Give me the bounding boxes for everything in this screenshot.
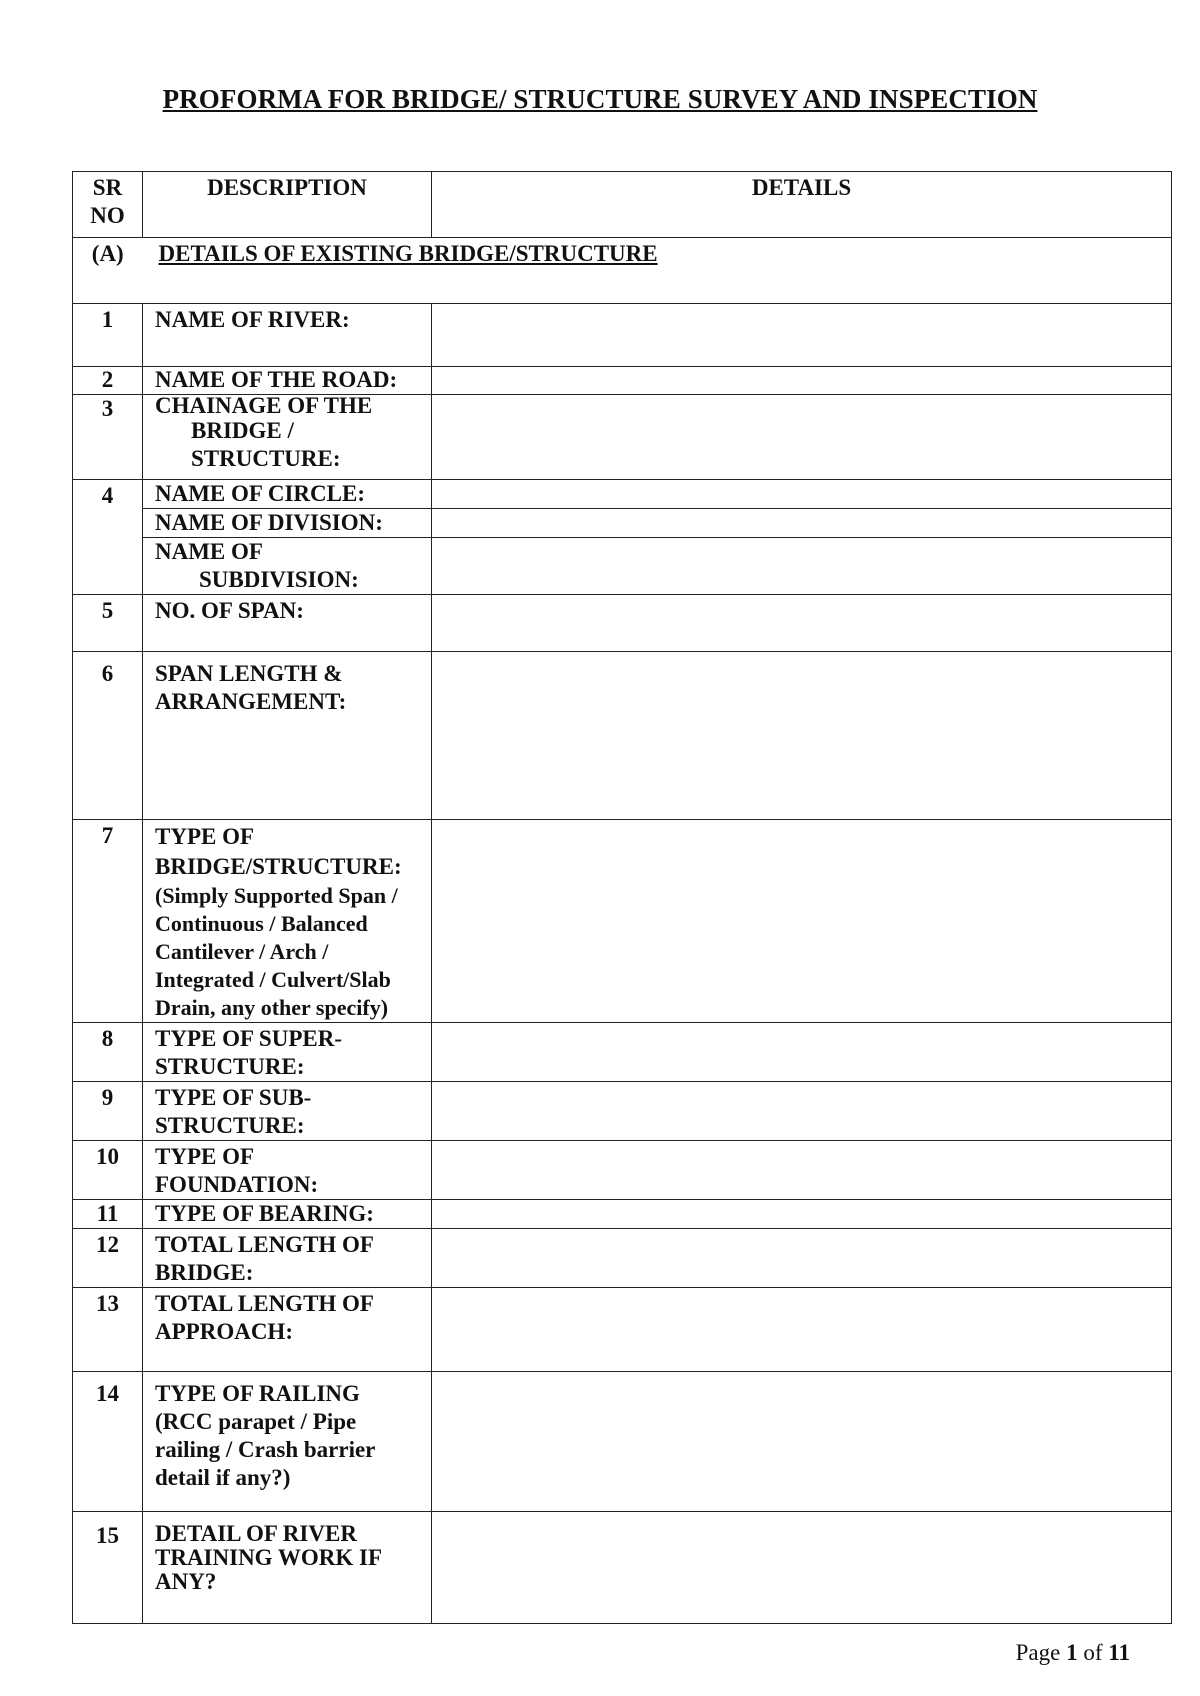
row-number: 6 xyxy=(73,652,143,820)
chainage-label-line1: CHAINAGE OF THE xyxy=(155,393,373,418)
table-row xyxy=(73,480,1172,509)
row-number: 4 xyxy=(73,480,143,595)
row-label-subdivision xyxy=(143,538,432,595)
table-row xyxy=(73,395,1172,480)
row-number: 9 xyxy=(73,1082,143,1141)
subdivision-label-line2: SUBDIVISION: xyxy=(199,567,359,592)
row-label-foundation: TYPE OF FOUNDATION: xyxy=(143,1141,432,1200)
chainage-label-line2: BRIDGE / xyxy=(191,418,294,443)
details-railing-field[interactable] xyxy=(432,1372,1172,1512)
row-number: 12 xyxy=(73,1229,143,1288)
table-row xyxy=(73,595,1172,652)
section-a-title xyxy=(143,238,1172,304)
section-a-number: (A) xyxy=(73,238,143,304)
details-substructure-field[interactable] xyxy=(432,1082,1172,1141)
row-label-river: NAME OF RIVER: xyxy=(143,304,432,367)
details-bearing-field[interactable] xyxy=(432,1200,1172,1229)
row-number: 2 xyxy=(73,367,143,395)
page-word: Page xyxy=(1015,1640,1061,1665)
details-road-field[interactable] xyxy=(432,367,1172,395)
current-page: 1 xyxy=(1066,1640,1078,1665)
row-label-circle: NAME OF CIRCLE: xyxy=(143,480,432,509)
row-label-span-length: SPAN LENGTH & ARRANGEMENT: xyxy=(143,652,432,820)
subdivision-label-line1: NAME OF xyxy=(155,539,263,564)
row-label-river-training: DETAIL OF RIVER TRAINING WORK IF ANY? xyxy=(143,1512,432,1624)
bridge-type-label-line1: TYPE OF xyxy=(155,824,255,849)
row-label-chainage xyxy=(143,395,432,480)
details-approach-length-field[interactable] xyxy=(432,1288,1172,1372)
row-number: 11 xyxy=(73,1200,143,1229)
table-header-row xyxy=(73,172,1172,238)
row-label-bridge-length: TOTAL LENGTH OF BRIDGE: xyxy=(143,1229,432,1288)
row-number: 13 xyxy=(73,1288,143,1372)
details-river-training-field[interactable] xyxy=(432,1512,1172,1624)
form-title: PROFORMA FOR BRIDGE/ STRUCTURE SURVEY AND INSPECTION xyxy=(162,84,1038,114)
details-foundation-field[interactable] xyxy=(432,1141,1172,1200)
row-label-division: NAME OF DIVISION: xyxy=(143,509,432,538)
row-label-span-count: NO. OF SPAN: xyxy=(143,595,432,652)
row-number: 10 xyxy=(73,1141,143,1200)
row-label-road: NAME OF THE ROAD: xyxy=(143,367,432,395)
bridge-type-label-line2: BRIDGE/STRUCTURE: xyxy=(155,854,402,879)
header-details: DETAILS xyxy=(432,172,1172,238)
details-span-length-field[interactable] xyxy=(432,652,1172,820)
table-row xyxy=(73,1512,1172,1624)
row-label-approach-length: TOTAL LENGTH OF APPROACH: xyxy=(143,1288,432,1372)
row-label-substructure: TYPE OF SUB-STRUCTURE: xyxy=(143,1082,432,1141)
table-row xyxy=(73,1023,1172,1082)
details-subdivision-field[interactable] xyxy=(432,538,1172,595)
row-number: 8 xyxy=(73,1023,143,1082)
table-row xyxy=(73,509,1172,538)
table-row xyxy=(73,367,1172,395)
header-description: DESCRIPTION xyxy=(143,172,432,238)
table-row xyxy=(73,1141,1172,1200)
row-number: 7 xyxy=(73,820,143,1023)
table-row xyxy=(73,1082,1172,1141)
chainage-label-line3: STRUCTURE: xyxy=(191,446,341,471)
bridge-type-options: (Simply Supported Span / Continuous / Balanced Cantilever / Arch / Integrated / Culvert/Slab Drain, any other specify) xyxy=(155,883,398,1020)
row-label-superstructure: TYPE OF SUPER-STRUCTURE: xyxy=(143,1023,432,1082)
details-superstructure-field[interactable] xyxy=(432,1023,1172,1082)
table-row xyxy=(73,1288,1172,1372)
details-span-count-field[interactable] xyxy=(432,595,1172,652)
table-row xyxy=(73,820,1172,1023)
details-river-field[interactable] xyxy=(432,304,1172,367)
details-division-field[interactable] xyxy=(432,509,1172,538)
details-circle-field[interactable] xyxy=(432,480,1172,509)
table-row xyxy=(73,304,1172,367)
of-word: of xyxy=(1083,1640,1103,1665)
total-pages: 11 xyxy=(1108,1640,1130,1665)
row-label-bearing: TYPE OF BEARING: xyxy=(143,1200,432,1229)
header-sr-no: SR NO xyxy=(73,172,143,238)
row-number: 1 xyxy=(73,304,143,367)
details-bridge-type-field[interactable] xyxy=(432,820,1172,1023)
details-chainage-field[interactable] xyxy=(432,395,1172,480)
row-number: 5 xyxy=(73,595,143,652)
table-row xyxy=(73,652,1172,820)
row-number: 15 xyxy=(73,1512,143,1624)
row-number: 3 xyxy=(73,395,143,480)
section-a-title-text: DETAILS OF EXISTING BRIDGE/STRUCTURE xyxy=(158,241,658,266)
details-bridge-length-field[interactable] xyxy=(432,1229,1172,1288)
section-a-row xyxy=(73,238,1172,304)
survey-table xyxy=(72,171,1172,1624)
table-row xyxy=(73,538,1172,595)
table-row xyxy=(73,1200,1172,1229)
row-number: 14 xyxy=(73,1372,143,1512)
table-row xyxy=(73,1229,1172,1288)
row-label-railing: TYPE OF RAILING (RCC parapet / Pipe railing / Crash barrier detail if any?) xyxy=(143,1372,432,1512)
table-row xyxy=(73,1372,1172,1512)
page-number xyxy=(1016,1640,1130,1666)
row-label-bridge-type xyxy=(143,820,432,1023)
